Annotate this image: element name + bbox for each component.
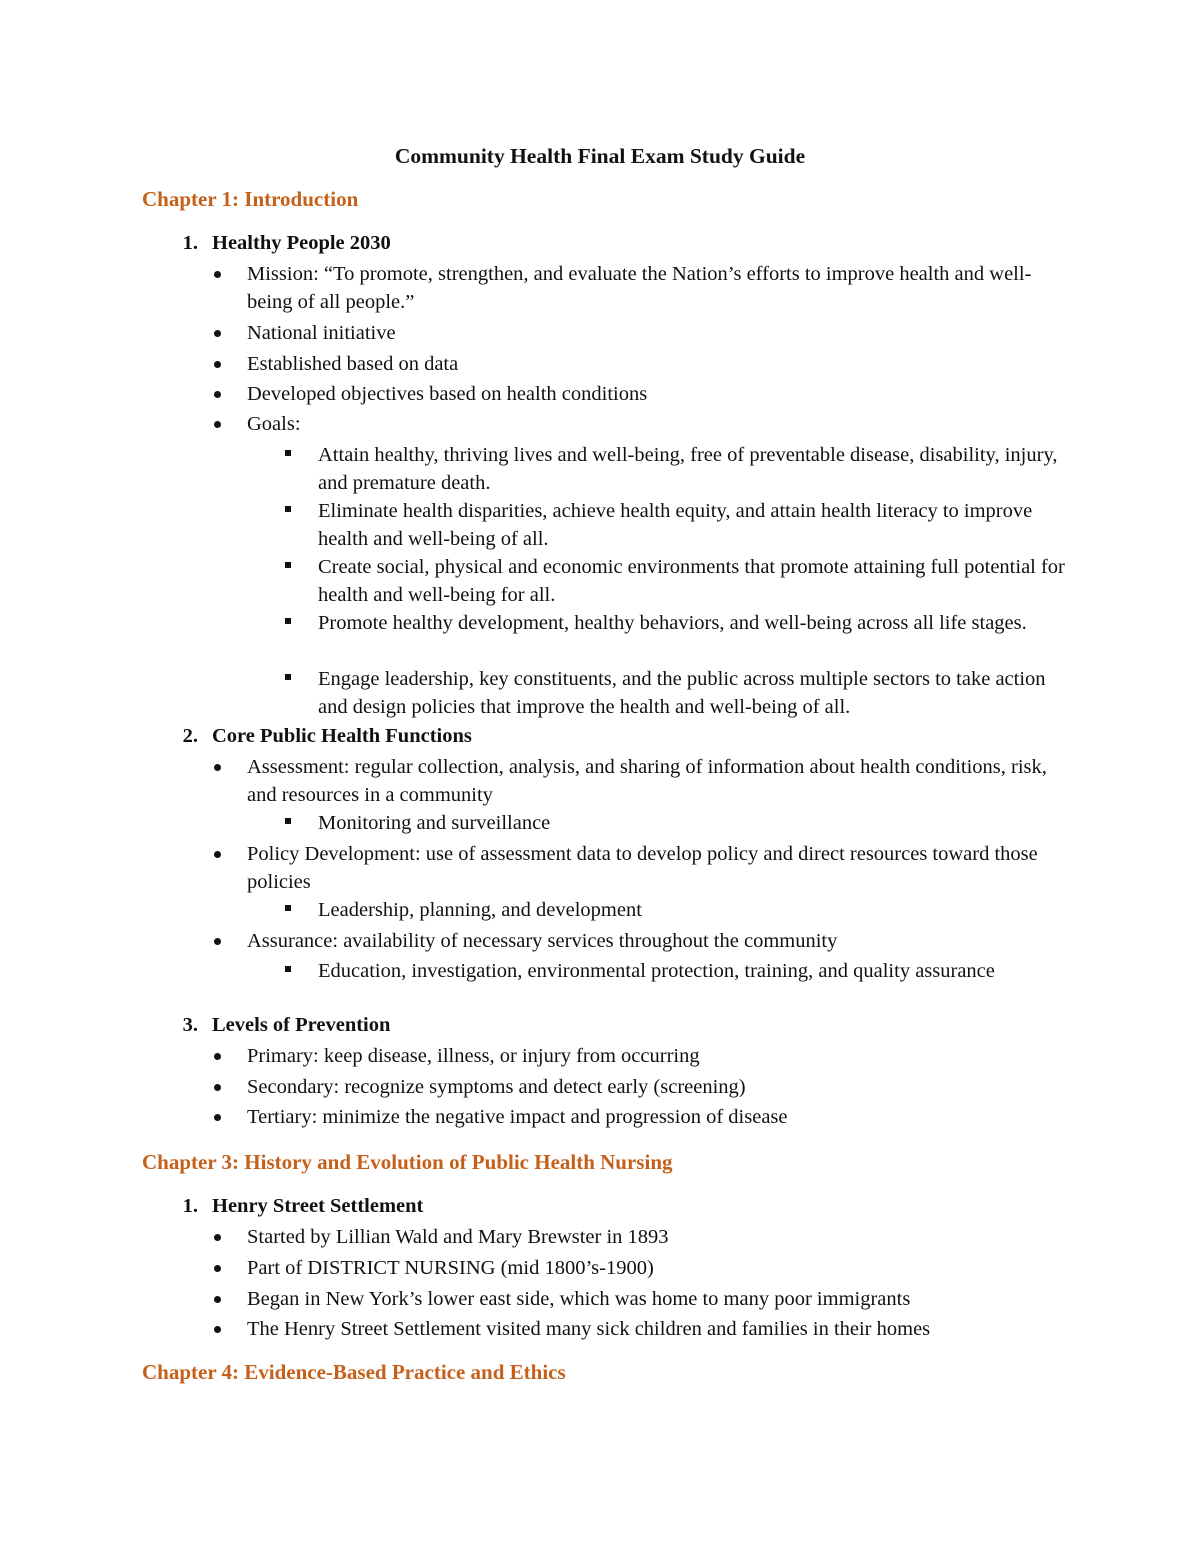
sub-bullet-item (283, 497, 1073, 553)
bullet-text: National initiative (247, 322, 396, 344)
bullet-icon (214, 1265, 221, 1272)
bullet-icon (214, 361, 221, 368)
bullet-item (212, 1042, 1072, 1070)
square-bullet-icon (285, 966, 291, 972)
sub-bullet-item (283, 896, 1073, 924)
bullet-text: Goals: (247, 413, 301, 435)
item-number: 1. (182, 1195, 198, 1217)
square-bullet-icon (285, 450, 291, 456)
bullet-text: The Henry Street Settlement visited many sick children and families in their homes (247, 1318, 931, 1340)
item-label: Core Public Health Functions (212, 725, 472, 747)
square-bullet-icon (285, 674, 291, 680)
item-number: 1. (182, 232, 198, 254)
bullet-text: Established based on data (247, 353, 459, 375)
square-bullet-icon (285, 506, 291, 512)
bullet-text: Secondary: recognize symptoms and detect early (screening) (247, 1076, 746, 1098)
bullet-icon (214, 421, 221, 428)
bullet-icon (214, 764, 221, 771)
bullet-text: Developed objectives based on health conditions (247, 383, 648, 405)
bullet-icon (214, 938, 221, 945)
item-label: Levels of Prevention (212, 1014, 391, 1036)
item-label: Healthy People 2030 (212, 232, 391, 254)
chapter-heading: Chapter 3: History and Evolution of Public Health Nursing (142, 1150, 673, 1174)
sub-bullet-text: Engage leadership, key constituents, and the public across multiple sectors to take action and design policies that improve the health and well-being of all. (318, 668, 1046, 718)
bullet-item (212, 380, 1072, 408)
sub-bullet-item (283, 809, 1073, 837)
square-bullet-icon (285, 905, 291, 911)
bullet-icon (214, 330, 221, 337)
bullet-item (212, 1315, 1072, 1343)
bullet-item (212, 319, 1072, 347)
item-number: 3. (182, 1014, 198, 1036)
square-bullet-icon (285, 562, 291, 568)
bullet-icon (214, 1084, 221, 1091)
bullet-icon (214, 1296, 221, 1303)
chapter-heading: Chapter 4: Evidence-Based Practice and Ethics (142, 1360, 566, 1384)
sub-bullet-item (283, 553, 1073, 609)
bullet-text: Assurance: availability of necessary services throughout the community (247, 930, 838, 952)
bullet-icon (214, 391, 221, 398)
bullet-item (212, 1254, 1072, 1282)
bullet-icon (214, 1114, 221, 1121)
sub-bullet-text: Monitoring and surveillance (318, 812, 551, 834)
bullet-text: Assessment: regular collection, analysis, and sharing of information about health conditions, risk, and resources in a community (247, 756, 1047, 806)
square-bullet-icon (285, 618, 291, 624)
bullet-text: Primary: keep disease, illness, or injury from occurring (247, 1045, 700, 1067)
bullet-text: Part of DISTRICT NURSING (mid 1800’s-1900) (247, 1257, 654, 1279)
sub-bullet-text: Attain healthy, thriving lives and well-being, free of preventable disease, disability, injury, and premature death. (318, 444, 1058, 494)
bullet-item (212, 840, 1072, 896)
sub-bullet-item (283, 441, 1073, 497)
bullet-item (212, 927, 1072, 955)
sub-bullet-item (283, 665, 1073, 721)
bullet-icon (214, 1326, 221, 1333)
sub-bullet-item (283, 609, 1073, 637)
bullet-item (212, 1223, 1072, 1251)
bullet-text: Tertiary: minimize the negative impact and progression of disease (247, 1106, 788, 1128)
chapter-heading: Chapter 1: Introduction (142, 187, 359, 211)
item-number: 2. (182, 725, 198, 747)
bullet-icon (214, 851, 221, 858)
bullet-text: Mission: “To promote, strengthen, and evaluate the Nation’s efforts to improve health and well-being of all people.” (247, 263, 1032, 313)
bullet-text: Policy Development: use of assessment data to develop policy and direct resources toward those policies (247, 843, 1038, 893)
item-label: Henry Street Settlement (212, 1195, 424, 1217)
bullet-item (212, 350, 1072, 378)
bullet-icon (214, 271, 221, 278)
bullet-item (212, 753, 1072, 809)
bullet-icon (214, 1234, 221, 1241)
square-bullet-icon (285, 818, 291, 824)
document-title: Community Health Final Exam Study Guide (394, 144, 806, 168)
bullet-item (212, 1073, 1072, 1101)
sub-bullet-text: Eliminate health disparities, achieve health equity, and attain health literacy to improve health and well-being of all. (318, 500, 1033, 550)
sub-bullet-text: Create social, physical and economic environments that promote attaining full potential for health and well-being for all. (318, 556, 1065, 606)
sub-bullet-text: Leadership, planning, and development (318, 899, 642, 921)
bullet-text: Started by Lillian Wald and Mary Brewster in 1893 (247, 1226, 669, 1248)
sub-bullet-text: Promote healthy development, healthy behaviors, and well-being across all life stages. (318, 612, 1027, 634)
bullet-item (212, 1103, 1072, 1131)
bullet-icon (214, 1053, 221, 1060)
sub-bullet-text: Education, investigation, environmental protection, training, and quality assurance (318, 960, 995, 982)
sub-bullet-item (283, 957, 1073, 985)
bullet-item (212, 1285, 1072, 1313)
bullet-text: Began in New York’s lower east side, which was home to many poor immigrants (247, 1288, 911, 1310)
bullet-item (212, 260, 1072, 316)
bullet-item (212, 410, 1072, 438)
